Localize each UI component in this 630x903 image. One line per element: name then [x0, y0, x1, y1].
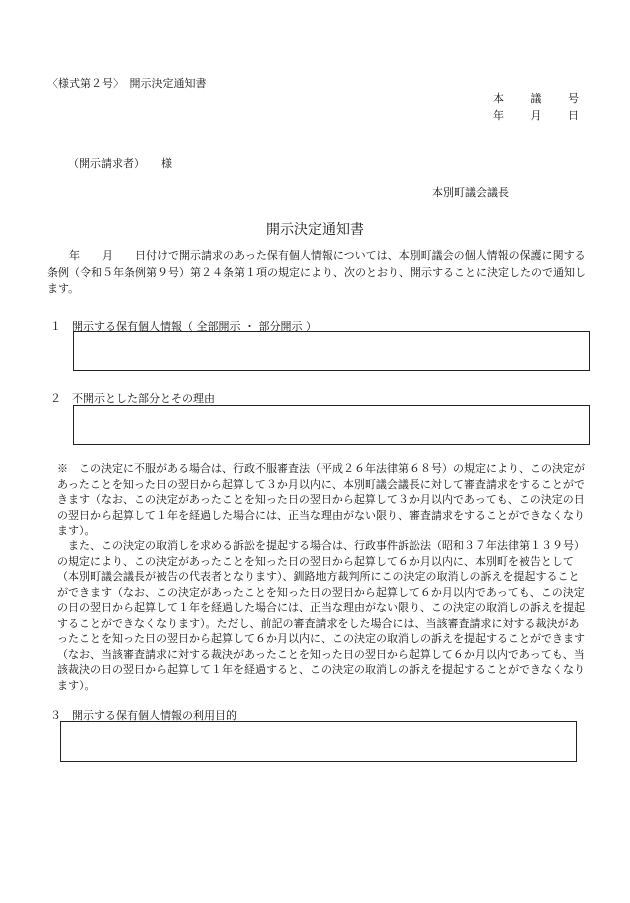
notice-paragraph-1: ※ この決定に不服がある場合は、行政不服審査法（平成２６年法律第６８号）の規定により、この決定があったことを知った日の翌日から起算して３か月以内に、本別町議会議長に対して審査請求をすることができます（なお、この決定があったことを知った日の翌日から起算して３か月以内であっても、この決定の日の翌日から起算して１年を経過した場合には、正当な理由がない限り、審査請求をすることができなくなります）。: [57, 462, 585, 537]
notice-paragraph-2: また、この決定の取消しを求める訴訟を提起する場合は、行政事件訴訟法（昭和３７年法律第１３９号）の規定により、この決定があったことを知った日の翌日から起算して６か月以内に、本別町を被告として（本別町議会議長が被告の代表者となります）、釧路地方裁判所にこの決定の取消しの訴えを提起することができます（なお、この決定があったことを知った日の翌日から起算して６か月以内であっても、この決定の日の翌日から起算して１年を経過した場合には、正当な理由がない限り、この決定の取消しの訴えを提起することができなくなります）。ただし、前記の審査請求をした場合には、当該審査請求に対する裁決があったことを知った日の翌日から起算して６か月以内に、この決定の取消しの訴えを提起することができます（なお、当該審査請求に対する裁決があったことを知った日の翌日から起算して６か月以内であっても、当該裁決の日の翌日から起算して１年を経過すると、この決定の取消しの訴えを提起することができなくなります）。: [57, 539, 585, 692]
section-heading-usage-purpose: ３ 開示する保有個人情報の利用目的: [50, 709, 237, 722]
doc-number-char: 本: [493, 92, 504, 105]
document-date: [493, 107, 579, 123]
document-title: 開示決定通知書: [266, 222, 364, 238]
usage-purpose-box[interactable]: [60, 721, 577, 762]
intro-paragraph: 年 月 日付けで開示請求のあった保有個人情報については、本別町議会の個人情報の保護に関する条例（令和５年条例第９号）第２４条第１項の規定により、次のとおり、開示することに決定したので通知します。: [47, 249, 586, 295]
doc-date-char: 月: [530, 109, 542, 122]
doc-date-char: 日: [568, 109, 579, 122]
addressee-name: （開示請求者）: [68, 157, 145, 170]
disclosed-info-box[interactable]: [73, 331, 590, 371]
addressee-honorific: 様: [161, 157, 172, 170]
document-number: [493, 90, 579, 106]
addressee: [68, 155, 172, 171]
doc-number-char: 議: [530, 92, 542, 105]
undisclosed-reason-box[interactable]: [73, 405, 590, 445]
section-heading-undisclosed-reason: ２ 不開示とした部分とその理由: [50, 392, 215, 405]
form-label: 〈様式第２号〉 開示決定通知書: [47, 77, 207, 90]
doc-number-char: 号: [568, 92, 579, 105]
doc-date-char: 年: [493, 109, 504, 122]
sender: 本別町議会議長: [432, 186, 509, 199]
section-heading-disclosed-info: １ 開示する保有個人情報（ 全部開示 ・ 部分開示 ）: [50, 320, 317, 333]
